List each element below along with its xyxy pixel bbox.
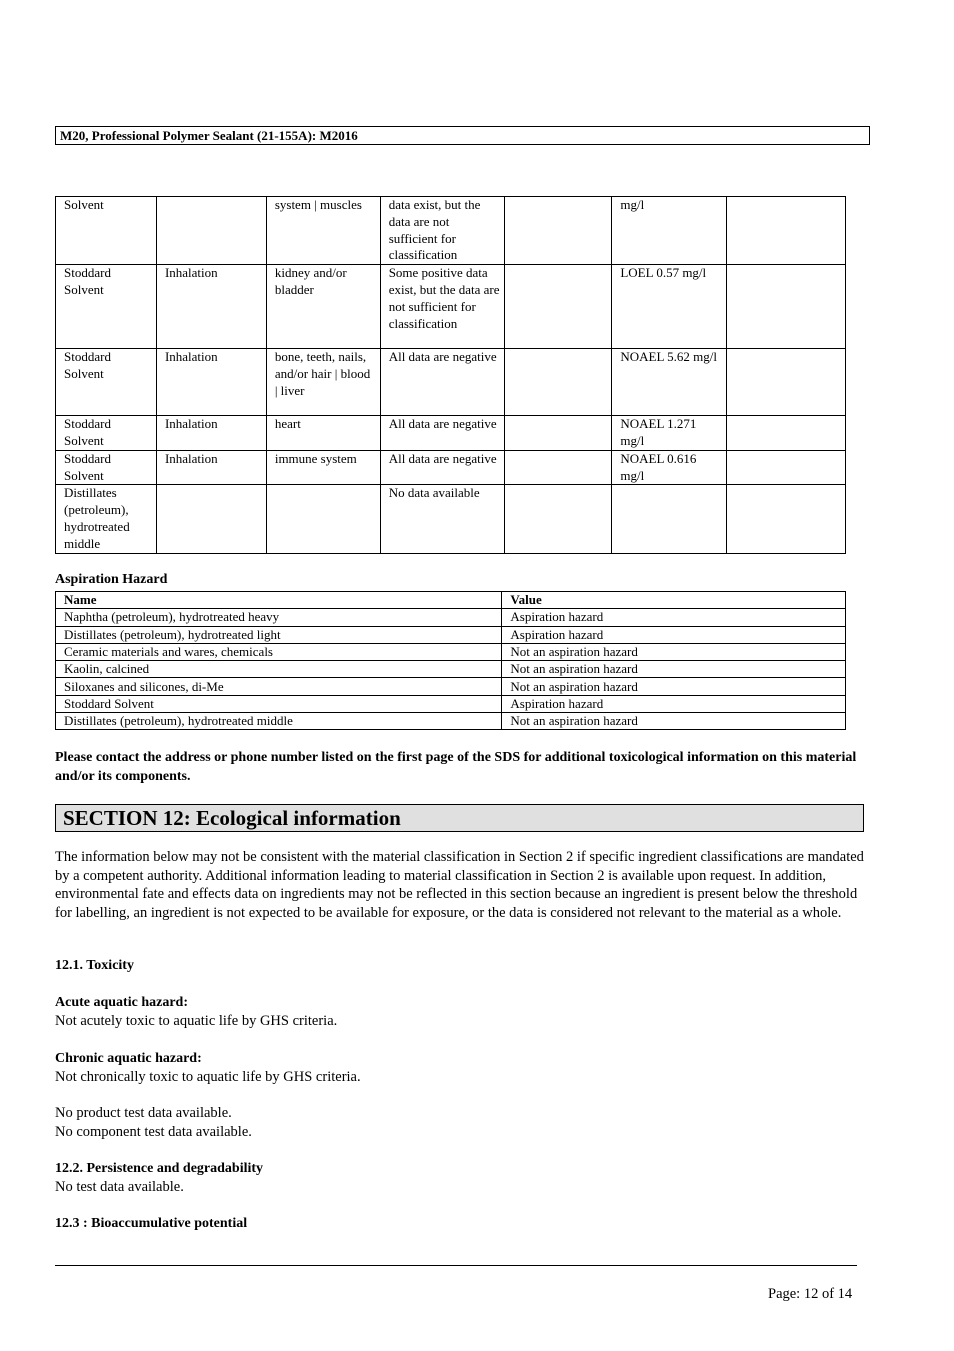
table-cell: bone, teeth, nails, and/or hair | blood | liver	[266, 349, 380, 416]
aspiration-value-cell: Aspiration hazard	[502, 695, 846, 712]
table-cell: system | muscles	[266, 197, 380, 265]
table-cell	[504, 450, 612, 485]
aspiration-value-cell: Not an aspiration hazard	[502, 661, 846, 678]
table-cell: LOEL 0.57 mg/l	[612, 265, 727, 349]
document-header-title: M20, Professional Polymer Sealant (21-155A): M2016	[55, 126, 870, 145]
table-cell: Inhalation	[156, 416, 266, 451]
table-cell	[504, 485, 612, 553]
table-cell	[727, 349, 846, 416]
table-cell	[156, 197, 266, 265]
ingredient-name-cell: Kaolin, calcined	[56, 661, 502, 678]
table-cell	[504, 265, 612, 349]
table-row	[56, 695, 846, 712]
ingredient-name-cell: Ceramic materials and wares, chemicals	[56, 643, 502, 660]
table-cell	[727, 197, 846, 265]
section-12-intro: The information below may not be consistent with the material classification in Section 2 if specific ingredient classifications are mandated by a competent authority. Additional information leading to material classification in Section 2 is available upon request. In addition, environmental fate and effects data on ingredients may not be reflected in this section because an ingredient is present below the threshold for labelling, an ingredient is not expected to be available for exposure, or the data is considered not relevant to the material as a whole.	[55, 849, 864, 921]
bioaccumulative-heading: 12.3 : Bioaccumulative potential	[55, 1216, 248, 1231]
ingredient-name-cell: Stoddard Solvent	[56, 695, 502, 712]
table-cell: heart	[266, 416, 380, 451]
table-cell	[156, 485, 266, 553]
table-cell: Stoddard Solvent	[56, 450, 157, 485]
table-cell: NOAEL 1.271 mg/l	[612, 416, 727, 451]
aspiration-value-cell: Aspiration hazard	[502, 609, 846, 626]
table-row	[56, 678, 846, 695]
table-cell: mg/l	[612, 197, 727, 265]
aspiration-value-cell: Aspiration hazard	[502, 626, 846, 643]
table-cell: All data are negative	[380, 450, 504, 485]
aspiration-value-cell: Not an aspiration hazard	[502, 643, 846, 660]
table-row	[56, 626, 846, 643]
table-cell: Stoddard Solvent	[56, 349, 157, 416]
aspiration-hazard-table	[55, 591, 846, 730]
table-cell	[612, 485, 727, 553]
table-cell: Stoddard Solvent	[56, 416, 157, 451]
footer-divider	[55, 1265, 857, 1266]
ingredient-name-cell: Naphtha (petroleum), hydrotreated heavy	[56, 609, 502, 626]
table-row	[56, 416, 846, 451]
ingredient-name-cell: Distillates (petroleum), hydrotreated middle	[56, 713, 502, 730]
table-cell: data exist, but the data are not sufficient for classification	[380, 197, 504, 265]
table-row	[56, 643, 846, 660]
acute-aquatic-heading: Acute aquatic hazard:	[55, 995, 188, 1010]
page-number: Page: 12 of 14	[768, 1286, 853, 1302]
table-cell	[727, 485, 846, 553]
table-cell	[504, 416, 612, 451]
table-row	[56, 450, 846, 485]
table-cell: kidney and/or bladder	[266, 265, 380, 349]
table-cell: All data are negative	[380, 416, 504, 451]
table-row	[56, 713, 846, 730]
table-cell: Distillates (petroleum), hydrotreated middle	[56, 485, 157, 553]
table-row	[56, 485, 846, 553]
table-cell	[504, 349, 612, 416]
toxicity-heading: 12.1. Toxicity	[55, 958, 134, 973]
table-header-row	[56, 592, 846, 609]
table-cell: immune system	[266, 450, 380, 485]
table-row	[56, 265, 846, 349]
table-row	[56, 661, 846, 678]
chronic-aquatic-text: Not chronically toxic to aquatic life by GHS criteria.	[55, 1069, 361, 1085]
table-cell: Inhalation	[156, 349, 266, 416]
table-cell: Some positive data exist, but the data are not sufficient for classification	[380, 265, 504, 349]
contact-note: Please contact the address or phone number listed on the first page of the SDS for additional toxicological information on this material and/or its components.	[55, 750, 857, 784]
ingredient-name-cell: Distillates (petroleum), hydrotreated light	[56, 626, 502, 643]
table-cell	[504, 197, 612, 265]
column-header-value: Value	[502, 592, 846, 609]
aspiration-value-cell: Not an aspiration hazard	[502, 678, 846, 695]
table-cell	[727, 450, 846, 485]
acute-aquatic-text: Not acutely toxic to aquatic life by GHS criteria.	[55, 1013, 338, 1029]
table-cell: NOAEL 5.62 mg/l	[612, 349, 727, 416]
table-cell	[266, 485, 380, 553]
table-row	[56, 609, 846, 626]
no-product-data-text: No product test data available.	[55, 1105, 232, 1121]
persistence-heading: 12.2. Persistence and degradability	[55, 1161, 264, 1176]
table-cell: All data are negative	[380, 349, 504, 416]
persistence-text: No test data available.	[55, 1179, 184, 1195]
table-cell: Solvent	[56, 197, 157, 265]
table-cell: Inhalation	[156, 450, 266, 485]
table-cell: No data available	[380, 485, 504, 553]
aspiration-value-cell: Not an aspiration hazard	[502, 713, 846, 730]
table-cell	[727, 265, 846, 349]
table-cell	[727, 416, 846, 451]
table-cell: NOAEL 0.616 mg/l	[612, 450, 727, 485]
toxicity-table	[55, 196, 846, 554]
table-cell: Stoddard Solvent	[56, 265, 157, 349]
no-component-data-text: No component test data available.	[55, 1124, 252, 1140]
chronic-aquatic-heading: Chronic aquatic hazard:	[55, 1051, 202, 1066]
aspiration-hazard-title: Aspiration Hazard	[55, 572, 168, 587]
table-row	[56, 197, 846, 265]
column-header-name: Name	[56, 592, 502, 609]
ingredient-name-cell: Siloxanes and silicones, di-Me	[56, 678, 502, 695]
table-row	[56, 349, 846, 416]
table-cell: Inhalation	[156, 265, 266, 349]
section-12-title: SECTION 12: Ecological information	[55, 804, 864, 832]
